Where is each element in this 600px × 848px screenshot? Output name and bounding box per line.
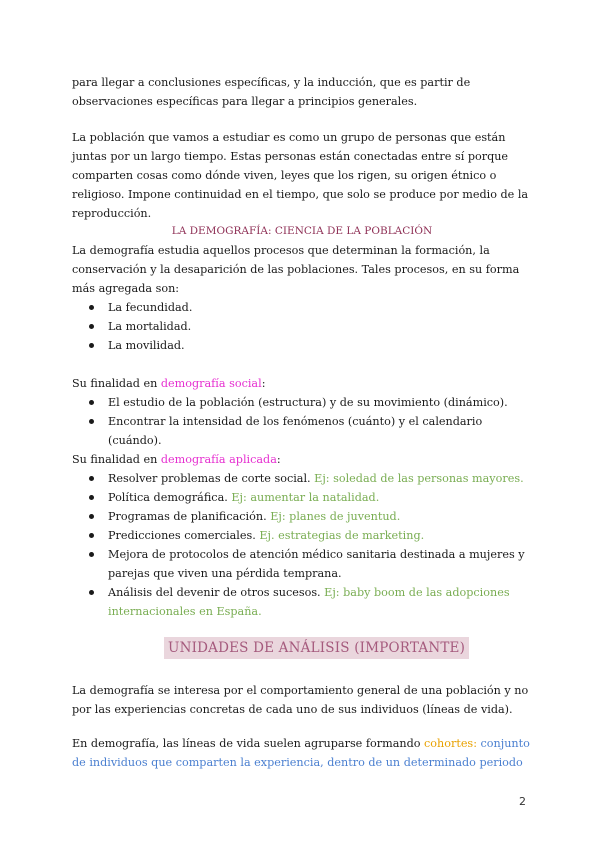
list-item [72, 507, 532, 526]
term-cohortes: cohortes [424, 737, 474, 750]
list-item [72, 526, 532, 545]
list-item [72, 545, 532, 583]
finalidad-suffix: : [261, 377, 266, 390]
finalidad-suffix: : [276, 453, 281, 466]
item-text: Predicciones comerciales. [108, 529, 260, 542]
item-text: Programas de planificación. [108, 510, 271, 523]
item-example: Ej. estrategias de marketing. [259, 529, 425, 542]
list-procesos [72, 298, 532, 355]
list-item: El estudio de la población (estructura) y de su movimiento (dinámico). [72, 393, 532, 412]
finalidad-prefix: Su finalidad en [72, 453, 161, 466]
lineas-prefix: En demografía, las líneas de vida suelen agruparse formando [72, 737, 425, 750]
list-finalidad-social [72, 393, 532, 450]
list-item: Encontrar la intensidad de los fenómenos (cuánto) y el calendario (cuándo). [72, 412, 532, 450]
heading-demografia: LA DEMOGRAFÍA: CIENCIA DE LA POBLACIÓN [171, 225, 433, 237]
term-colon: : [473, 737, 481, 750]
item-example: Ej: aumentar la natalidad. [231, 491, 380, 504]
list-finalidad-aplicada [72, 469, 532, 621]
paragraph-intro: para llegar a conclusiones específicas, y la inducción, que es partir de observaciones específicas para llegar a principios generales. [72, 76, 471, 108]
paragraph-finalidad-social [72, 374, 265, 393]
paragraph-lineas-de-vida [72, 734, 532, 772]
page-number: 2 [519, 795, 526, 808]
list-item [72, 583, 532, 621]
paragraph-poblacion: La población que vamos a estudiar es como un grupo de personas que están juntas por un largo tiempo. Estas personas están conectadas entre sí porque comparten cosas como dónde viven, leyes que los rigen, su origen étnico o religioso. Impone continuidad en el tiempo, que solo se produce por medio de la reproducción. [72, 131, 529, 220]
list-item [72, 488, 532, 507]
list-item: La fecundidad. [72, 298, 532, 317]
heading-unidades-analisis: UNIDADES DE ANÁLISIS (IMPORTANTE) [164, 637, 469, 659]
list-item: La mortalidad. [72, 317, 532, 336]
cohortes-definition: conjunto de individuos que comparten la experiencia, dentro de un determinado periodo [72, 737, 530, 769]
item-example: Ej: planes de juventud. [270, 510, 401, 523]
finalidad-prefix: Su finalidad en [72, 377, 161, 390]
item-example: Ej: baby boom de las adopciones internacionales en España. [108, 586, 510, 618]
paragraph-interesa: La demografía se interesa por el comportamiento general de una población y no por las experiencias concretas de cada uno de sus individuos (líneas de vida). [72, 684, 529, 716]
list-item: La movilidad. [72, 336, 532, 355]
item-text: Mejora de protocolos de atención médico sanitaria destinada a mujeres y parejas que viven una pérdida temprana. [108, 548, 525, 580]
item-text: Resolver problemas de corte social. [108, 472, 315, 485]
paragraph-demografia: La demografía estudia aquellos procesos que determinan la formación, la conservación y la desaparición de las poblaciones. Tales procesos, en su forma más agregada son: [72, 244, 520, 295]
term-demografia-social: demografía social [160, 377, 262, 390]
item-text: Análisis del devenir de otros sucesos. [108, 586, 325, 599]
item-example: Ej: soledad de las personas mayores. [314, 472, 524, 485]
list-item [72, 469, 532, 488]
item-text: Política demográfica. [108, 491, 232, 504]
term-demografia-aplicada: demografía aplicada [160, 453, 277, 466]
paragraph-finalidad-aplicada [72, 450, 281, 469]
